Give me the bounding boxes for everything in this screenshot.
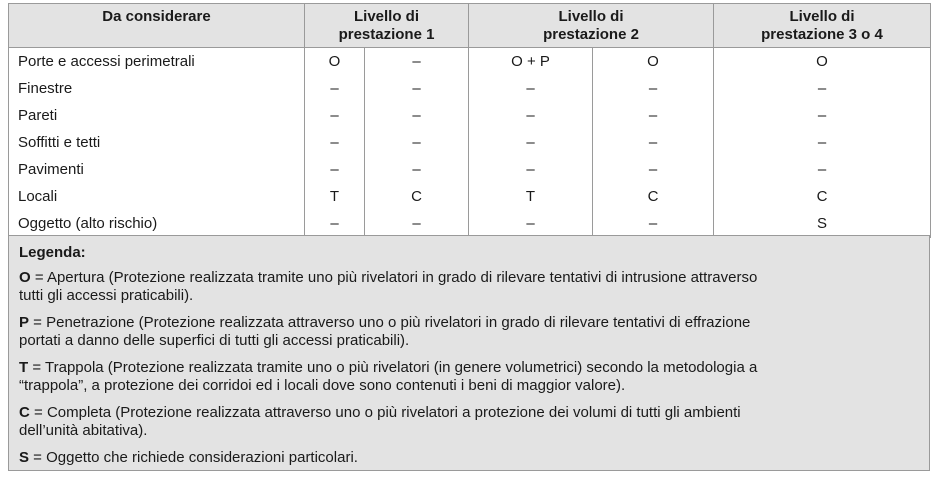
cell: –: [365, 102, 469, 129]
cell: C: [593, 183, 714, 210]
cell: T: [305, 183, 365, 210]
legend-item: [19, 449, 919, 467]
cell: –: [714, 75, 931, 102]
cell: C: [714, 183, 931, 210]
table-row: [9, 48, 931, 76]
legend-key: O: [19, 269, 31, 286]
header-da-considerare: Da considerare: [9, 4, 305, 48]
table-row: [9, 183, 931, 210]
cell: –: [469, 156, 593, 183]
legend-item: [19, 314, 919, 350]
legend-key: P: [19, 314, 30, 331]
row-label: Locali: [9, 183, 305, 210]
row-label: Pavimenti: [9, 156, 305, 183]
legend-text-cont: dell’unità abitativa).: [19, 422, 148, 439]
cell: O: [714, 48, 931, 76]
table-row: [9, 129, 931, 156]
cell: –: [593, 75, 714, 102]
cell: –: [365, 48, 469, 76]
cell: –: [593, 156, 714, 183]
cell: –: [305, 75, 365, 102]
cell: C: [365, 183, 469, 210]
legend-item: [19, 359, 919, 395]
row-label: Finestre: [9, 75, 305, 102]
cell: –: [365, 75, 469, 102]
cell: –: [469, 102, 593, 129]
cell: –: [305, 156, 365, 183]
cell: –: [365, 129, 469, 156]
table-row: [9, 156, 931, 183]
legend-text: = Apertura (Protezione realizzata tramite uno più rivelatori in grado di rilevare tentativi di intrusione attraverso: [30, 269, 758, 286]
header-level-2: Livello di prestazione 2: [469, 4, 714, 48]
row-label: Pareti: [9, 102, 305, 129]
legend-key: T: [19, 359, 29, 376]
legend-text: = Penetrazione (Protezione realizzata attraverso uno o più rivelatori in grado di rilevare tentativi di effrazione: [29, 314, 751, 331]
legend-title: Legenda:: [19, 244, 86, 261]
cell: S: [714, 210, 931, 238]
legend-item: [19, 404, 919, 440]
legend-text: = Trappola (Protezione realizzata tramite uno o più rivelatori (in genere volumetrici) secondo la metodologia a: [28, 359, 758, 376]
cell: –: [593, 129, 714, 156]
table-row: [9, 102, 931, 129]
legend-text: = Completa (Protezione realizzata attraverso uno o più rivelatori a protezione dei volumi di tutti gli ambienti: [29, 404, 741, 421]
header-level-1: Livello di prestazione 1: [305, 4, 469, 48]
legend-text-cont: portati a danno delle superfici di tutti gli accessi praticabili).: [19, 332, 410, 349]
cell: –: [469, 210, 593, 238]
table-row: [9, 210, 931, 238]
cell: –: [305, 210, 365, 238]
row-label: Soffitti e tetti: [9, 129, 305, 156]
legend-text-cont: “trappola”, a protezione dei corridoi ed i locali dove sono contenuti i beni di maggior valore).: [19, 377, 626, 394]
table-header-row: [9, 4, 931, 48]
cell: O + P: [469, 48, 593, 76]
header-level-3-4: Livello di prestazione 3 o 4: [714, 4, 931, 48]
cell: O: [593, 48, 714, 76]
cell: –: [714, 156, 931, 183]
cell: –: [714, 129, 931, 156]
cell: –: [365, 156, 469, 183]
cell: –: [593, 210, 714, 238]
cell: –: [714, 102, 931, 129]
row-label: Oggetto (alto rischio): [9, 210, 305, 238]
legend-text-cont: tutti gli accessi praticabili).: [19, 287, 194, 304]
legend-key: C: [19, 404, 30, 421]
cell: O: [305, 48, 365, 76]
cell: T: [469, 183, 593, 210]
cell: –: [365, 210, 469, 238]
legend-text: = Oggetto che richiede considerazioni particolari.: [29, 449, 358, 466]
legend-box: [8, 235, 930, 471]
legend-key: S: [19, 449, 30, 466]
cell: –: [469, 129, 593, 156]
cell: –: [469, 75, 593, 102]
cell: –: [593, 102, 714, 129]
requirements-table: [8, 3, 931, 238]
row-label: Porte e accessi perimetrali: [9, 48, 305, 76]
cell: –: [305, 129, 365, 156]
table-row: [9, 75, 931, 102]
legend-item: [19, 269, 919, 305]
cell: –: [305, 102, 365, 129]
